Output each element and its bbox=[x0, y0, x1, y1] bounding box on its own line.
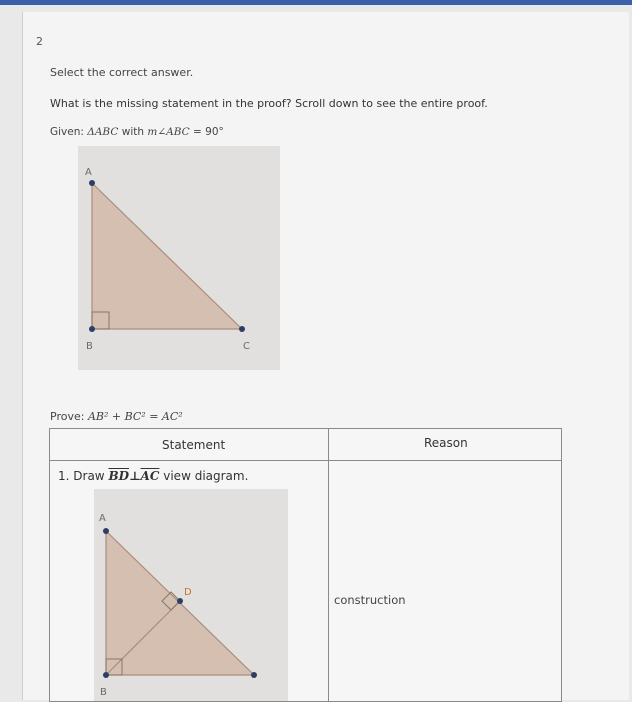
perpendicular-symbol: ⊥ bbox=[129, 469, 141, 483]
vertex-d-label: D bbox=[184, 587, 192, 598]
top-accent-bar bbox=[0, 0, 632, 5]
given-label: Given: bbox=[50, 126, 84, 138]
row-draw-word: Draw bbox=[73, 469, 105, 483]
triangle-abc-diagram bbox=[78, 146, 280, 370]
statement-header: Statement bbox=[162, 438, 226, 452]
segment-bd: $\overline{BD}$ bbox=[108, 469, 130, 483]
prove-statement bbox=[50, 410, 183, 423]
prove-expression: AB² + BC² = AC² bbox=[87, 410, 183, 423]
reason-header: Reason bbox=[424, 436, 468, 450]
vertex-a-label-2: A bbox=[99, 513, 106, 524]
vertex-c-dot bbox=[239, 326, 245, 332]
vertex-b-dot bbox=[89, 326, 95, 332]
given-angle: m∠ABC bbox=[147, 126, 190, 138]
reason-row-1: construction bbox=[334, 593, 406, 607]
vertex-b-label-2: B bbox=[100, 687, 107, 698]
given-value: 90° bbox=[205, 126, 224, 138]
triangle-abd-diagram bbox=[94, 489, 288, 701]
vertex-a-dot bbox=[89, 180, 95, 186]
instruction-text: Select the correct answer. bbox=[50, 66, 194, 79]
vertex-a-dot-2 bbox=[103, 528, 109, 534]
segment-ac: $\overline{AC}$ bbox=[140, 469, 160, 483]
column-divider bbox=[328, 429, 329, 701]
vertex-c-label: C bbox=[243, 341, 250, 352]
given-triangle: ΔABC bbox=[87, 126, 119, 138]
proof-table bbox=[49, 428, 562, 702]
vertex-d-dot bbox=[177, 598, 183, 604]
statement-row-1 bbox=[58, 469, 248, 483]
given-equals: = bbox=[193, 126, 202, 138]
vertex-a-label: A bbox=[85, 167, 92, 178]
row-number: 1. bbox=[58, 469, 70, 483]
prove-label: Prove: bbox=[50, 410, 85, 423]
row-suffix: view diagram. bbox=[163, 469, 249, 483]
question-prompt: What is the missing statement in the proof? Scroll down to see the entire proof. bbox=[50, 97, 488, 110]
triangle-abc bbox=[92, 183, 242, 329]
given-statement bbox=[50, 126, 224, 138]
header-divider bbox=[50, 460, 561, 461]
vertex-c-dot-2 bbox=[251, 672, 257, 678]
vertex-b-label: B bbox=[86, 341, 93, 352]
question-number: 2 bbox=[36, 35, 43, 48]
vertex-b-dot-2 bbox=[103, 672, 109, 678]
given-with: with bbox=[121, 126, 145, 138]
